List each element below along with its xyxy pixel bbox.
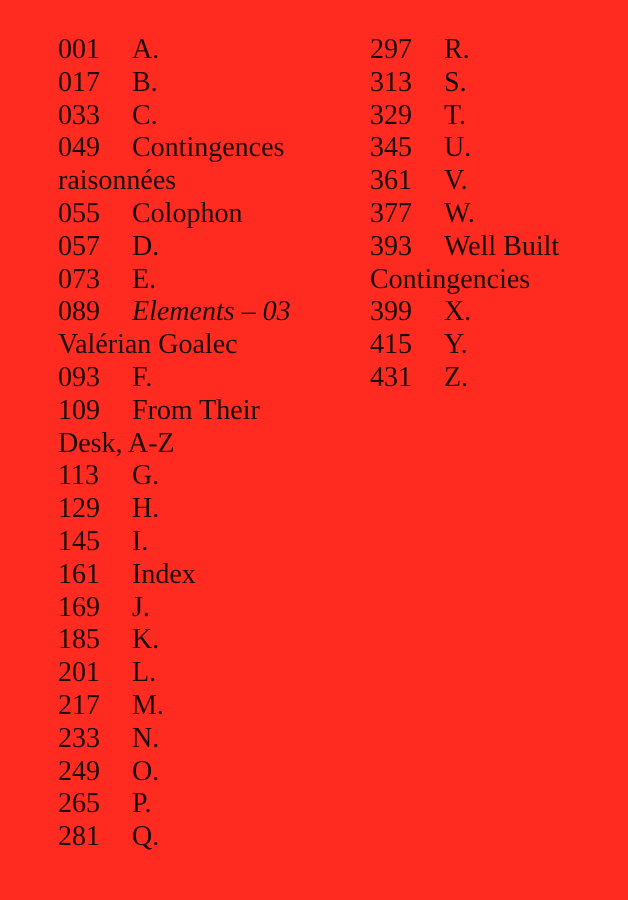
- toc-entry: [58, 395, 348, 428]
- toc-entry: [58, 788, 348, 821]
- toc-page-number: 109: [58, 394, 100, 426]
- toc-entry: [58, 821, 348, 854]
- toc-entry-title: I.: [132, 525, 149, 557]
- toc-page-number: 129: [58, 493, 100, 525]
- toc-entry-title: K.: [132, 624, 160, 656]
- toc-entry-title: C.: [132, 99, 158, 131]
- toc-entry-continuation: Desk, A-Z: [58, 427, 175, 459]
- toc-page-number: 073: [58, 263, 100, 295]
- toc-entry: [370, 362, 620, 395]
- toc-entry-title: B.: [132, 66, 158, 98]
- toc-page-number: 399: [370, 296, 412, 328]
- toc-entry-title: Z.: [444, 361, 469, 393]
- toc-page-number: 049: [58, 132, 100, 164]
- toc-page-number: 249: [58, 755, 100, 787]
- toc-entry-title: O.: [132, 755, 160, 787]
- toc-entry-title: A.: [132, 34, 160, 65]
- toc-entry: [58, 526, 348, 559]
- toc-entry: [58, 624, 348, 657]
- toc-entry-title: Q.: [132, 821, 160, 853]
- toc-entry: [58, 100, 348, 133]
- toc-entry-title: Well Built: [444, 230, 560, 262]
- toc-page-number: 145: [58, 525, 100, 557]
- toc-page-number: 297: [370, 34, 412, 65]
- toc-entry-title: Y.: [444, 329, 468, 361]
- toc-page-number: 201: [58, 657, 100, 689]
- toc-page-number: 265: [58, 788, 100, 820]
- toc-entry-title: N.: [132, 722, 160, 754]
- toc-entry-title: Elements – 03: [132, 296, 291, 328]
- toc-entry: [370, 34, 620, 67]
- toc-entry-title: H.: [132, 493, 160, 525]
- toc-page-number: 313: [370, 66, 412, 98]
- toc-entry-title: Contingences: [132, 132, 285, 164]
- toc-entry-continuation: Valérian Goalec: [58, 329, 238, 361]
- toc-page-number: 055: [58, 197, 100, 229]
- toc-page-number: 431: [370, 361, 412, 393]
- toc-entry: [58, 559, 348, 592]
- toc-entry: [58, 592, 348, 625]
- toc-entry-continuation: raisonnées: [58, 165, 177, 197]
- toc-entry: [370, 296, 620, 329]
- toc-page-number: 217: [58, 689, 100, 721]
- toc-page-number: 113: [58, 460, 99, 492]
- toc-page-number: 017: [58, 66, 100, 98]
- toc-page-number: 185: [58, 624, 100, 656]
- toc-page-number: 161: [58, 558, 100, 590]
- toc-page-number: 415: [370, 329, 412, 361]
- toc-page-number: 169: [58, 591, 100, 623]
- toc-entry: [370, 165, 620, 198]
- toc-entry-continuation: Contingencies: [370, 263, 531, 295]
- toc-entry: [58, 264, 348, 297]
- toc-column-right: [370, 34, 620, 395]
- toc-page-number: 361: [370, 165, 412, 197]
- toc-page-number: 093: [58, 361, 100, 393]
- toc-entry: [58, 460, 348, 493]
- toc-page-number: 377: [370, 197, 412, 229]
- toc-column-left: [58, 34, 348, 854]
- toc-page-number: 057: [58, 230, 100, 262]
- toc-entry: [58, 132, 348, 165]
- toc-page-number: 033: [58, 99, 100, 131]
- toc-entry-title: L.: [132, 657, 157, 689]
- toc-entry: [58, 657, 348, 690]
- toc-entry-title: T.: [444, 99, 467, 131]
- toc-entry: [58, 231, 348, 264]
- toc-entry: [370, 329, 620, 362]
- toc-entry-title: Colophon: [132, 197, 243, 229]
- toc-entry-title: Index: [132, 558, 196, 590]
- toc-entry: [370, 198, 620, 231]
- toc-entry: [58, 493, 348, 526]
- toc-entry: [58, 296, 348, 329]
- toc-page-number: 329: [370, 99, 412, 131]
- toc-entry: [370, 100, 620, 133]
- toc-entry-title: F.: [132, 361, 153, 393]
- toc-entry-title: R.: [444, 34, 470, 65]
- toc-page-number: 233: [58, 722, 100, 754]
- toc-entry: [58, 362, 348, 395]
- toc-entry: [370, 231, 620, 264]
- toc-entry-title: V.: [444, 165, 468, 197]
- toc-entry-title: U.: [444, 132, 472, 164]
- toc-entry: [58, 690, 348, 723]
- toc-entry-title: X.: [444, 296, 472, 328]
- toc-entry: [58, 756, 348, 789]
- toc-entry: [370, 132, 620, 165]
- toc-page-number: 001: [58, 34, 100, 65]
- toc-entry-title: S.: [444, 66, 467, 98]
- toc-entry-title: E.: [132, 263, 157, 295]
- toc-entry-title: J.: [132, 591, 150, 623]
- toc-entry: [370, 67, 620, 100]
- toc-entry-title: M.: [132, 689, 164, 721]
- toc-entry-title: From Their: [132, 394, 260, 426]
- toc-entry: [58, 34, 348, 67]
- toc-entry-title: G.: [132, 460, 160, 492]
- toc-entry-title: W.: [444, 197, 475, 229]
- toc-entry: [58, 67, 348, 100]
- toc-page-number: 393: [370, 230, 412, 262]
- toc-entry-title: P.: [132, 788, 152, 820]
- toc-page-number: 281: [58, 821, 100, 853]
- toc-page-number: 089: [58, 296, 100, 328]
- toc-entry: [58, 723, 348, 756]
- toc-entry-title: D.: [132, 230, 160, 262]
- toc-page-number: 345: [370, 132, 412, 164]
- toc-entry: [58, 198, 348, 231]
